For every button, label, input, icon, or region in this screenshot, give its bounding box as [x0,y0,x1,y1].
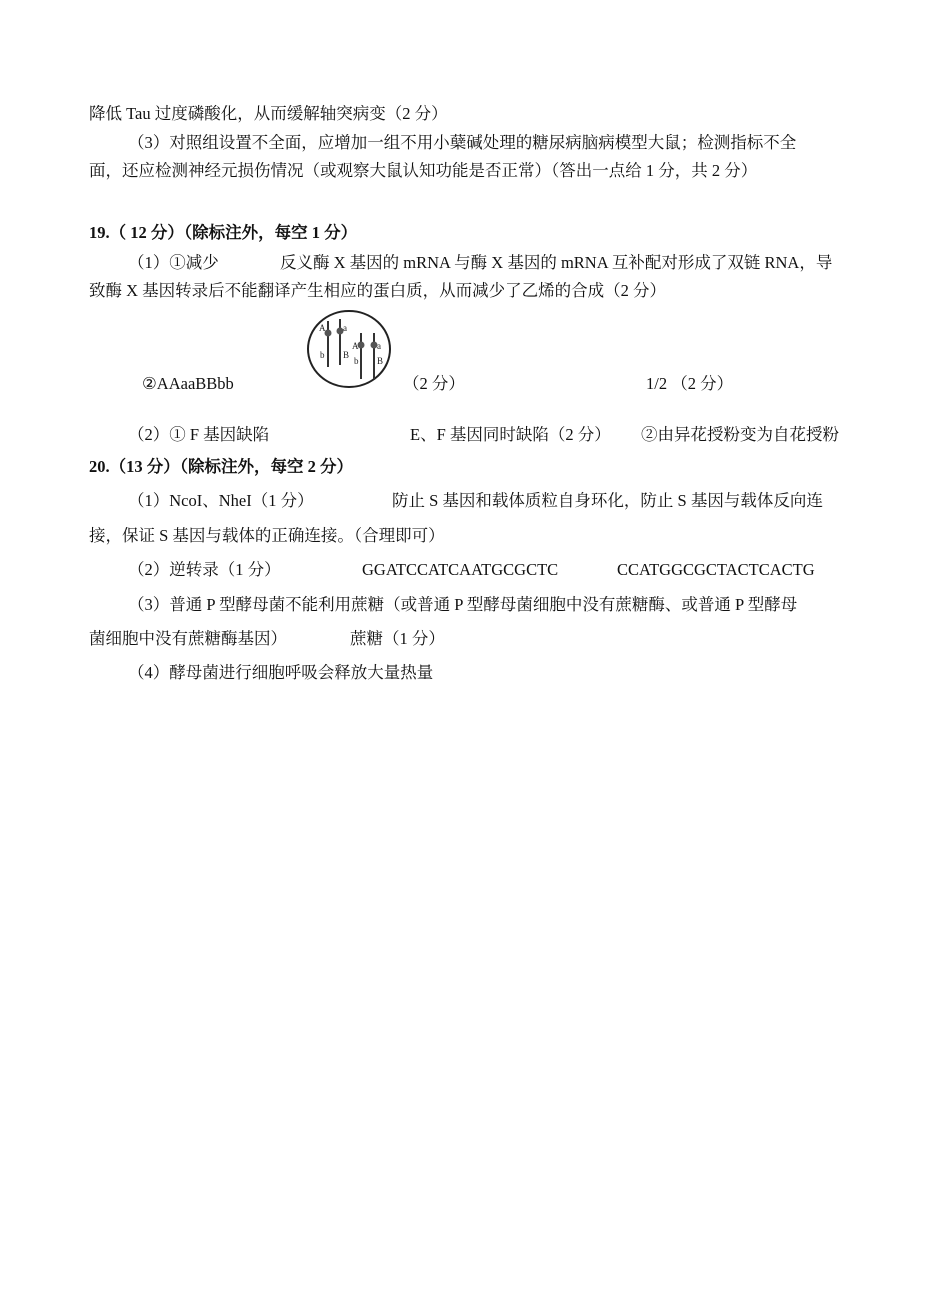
q20-p1-line2: 接，保证 S 基因与载体的正确连接。（合理即可） [89,526,445,545]
q20-p3-line2-answer2: 蔗糖（1 分） [350,629,445,648]
q19-p3-answer2: E、F 基因同时缺陷（2 分） [410,425,611,444]
q19-header: 19.（ 12 分）（除标注外，每空 1 分） [89,223,358,242]
diagram-label-right-top-right: a [377,341,381,351]
q20-p2-answer1: （2）逆转录（1 分） [128,560,281,579]
q20-p4: （4）酵母菌进行细胞呼吸会释放大量热量 [128,663,434,682]
diagram-label-right-top-left: A [352,341,359,351]
diagram-label-left-top-left: A [319,323,326,333]
diagram-label-left-bottom-right: B [343,350,350,360]
q19-p2-score: （2 分） [403,374,465,393]
q19-p2-genotype: ②AAaaBBbb [142,374,234,393]
q20-p3-line1: （3）普通 P 型酵母菌不能利用蔗糖（或普通 P 型酵母菌细胞中没有蔗糖酶、或普通 P 型酵母 [128,595,798,614]
q19-p3-answer3: ②由异花授粉变为自花授粉 [641,425,839,444]
diagram-label-right-bottom-right: B [377,356,384,366]
q20-p3-line2-answer1: 菌细胞中没有蔗糖酶基因） [89,629,287,648]
q18-p3-line2: 面，还应检测神经元损伤情况（或观察大鼠认知功能是否正常）（答出一点给 1 分，共 2 分） [89,161,758,180]
q20-p2-sequence2: CCATGGCGCTACTCACTG [617,560,815,579]
cell-chromosome-diagram [306,309,392,389]
q19-p3-answer1: （2）① F 基因缺陷 [128,425,270,444]
q19-p1-answer2: 反义酶 X 基因的 mRNA 与酶 X 基因的 mRNA 互补配对形成了双链 RNA，导 [280,253,833,272]
diagram-label-left-top-right: a [343,323,347,333]
diagram-label-right-bottom-left: b [354,356,359,366]
q19-p1-answer1: （1）①减少 [128,253,219,272]
q20-header: 20.（13 分）（除标注外，每空 2 分） [89,457,353,476]
q19-p1-line2: 致酶 X 基因转录后不能翻译产生相应的蛋白质，从而减少了乙烯的合成（2 分） [89,281,667,300]
q18-line1: 降低 Tau 过度磷酸化，从而缓解轴突病变（2 分） [89,104,448,123]
q20-p2-sequence1: GGATCCATCAATGCGCTC [362,560,559,579]
diagram-label-left-bottom-left: b [320,350,325,360]
q20-p1-answer1: （1）NcoI、NheI（1 分） [128,491,314,510]
q20-p1-answer2: 防止 S 基因和载体质粒自身环化，防止 S 基因与载体反向连 [392,491,823,510]
q18-p3-line1: （3）对照组设置不全面，应增加一组不用小蘖碱处理的糖尿病脑病模型大鼠；检测指标不全 [128,133,797,152]
q19-p2-ratio: 1/2 （2 分） [646,374,734,393]
